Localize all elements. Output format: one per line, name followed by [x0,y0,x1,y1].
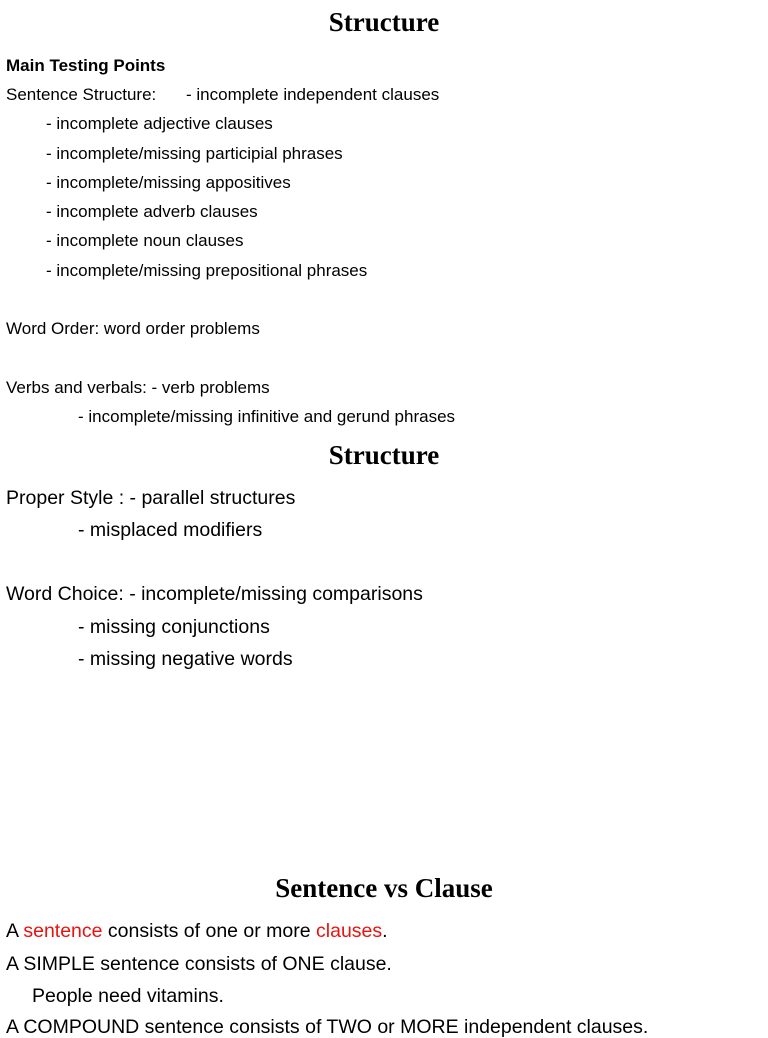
list-item: - incomplete/missing participial phrases [46,144,343,163]
example-line: People need vitamins. [32,985,224,1007]
highlighted-term-clauses: clauses [316,920,383,942]
text-fragment: . [382,920,388,942]
text-fragment: A [6,920,24,942]
word-choice-line: Word Choice: - incomplete/missing comparisons [6,583,423,605]
list-item: - incomplete/missing appositives [46,173,291,192]
proper-style-line: Proper Style : - parallel structures [6,487,296,509]
word-order-line: Word Order: word order problems [6,319,260,338]
word-choice-subitem: - missing negative words [78,648,293,670]
list-item: - incomplete/missing prepositional phrases [46,261,368,280]
list-item: - incomplete noun clauses [46,231,244,250]
verbs-subitem: - incomplete/missing infinitive and gerund phrases [78,407,456,426]
compound-sentence-line: A COMPOUND sentence consists of TWO or MORE independent clauses. [6,1016,649,1038]
proper-style-subitem: - misplaced modifiers [78,519,263,541]
sentence-structure-label: Sentence Structure: [6,85,157,104]
slide-title: Sentence vs Clause [275,873,493,903]
sentence-structure-first-item: - incomplete independent clauses [186,85,440,104]
list-item: - incomplete adjective clauses [46,114,273,133]
definition-line [6,922,388,942]
word-choice-subitem: - missing conjunctions [78,616,270,638]
list-item: - incomplete adverb clauses [46,202,258,221]
verbs-line: Verbs and verbals: - verb problems [6,378,270,397]
section-heading: Main Testing Points [6,56,166,75]
highlighted-term-sentence: sentence [23,920,103,942]
text-fragment: consists of one or more [102,920,317,942]
slide-title: Structure [328,440,440,470]
slide-title: Structure [328,7,440,37]
simple-sentence-line: A SIMPLE sentence consists of ONE clause. [6,953,392,975]
